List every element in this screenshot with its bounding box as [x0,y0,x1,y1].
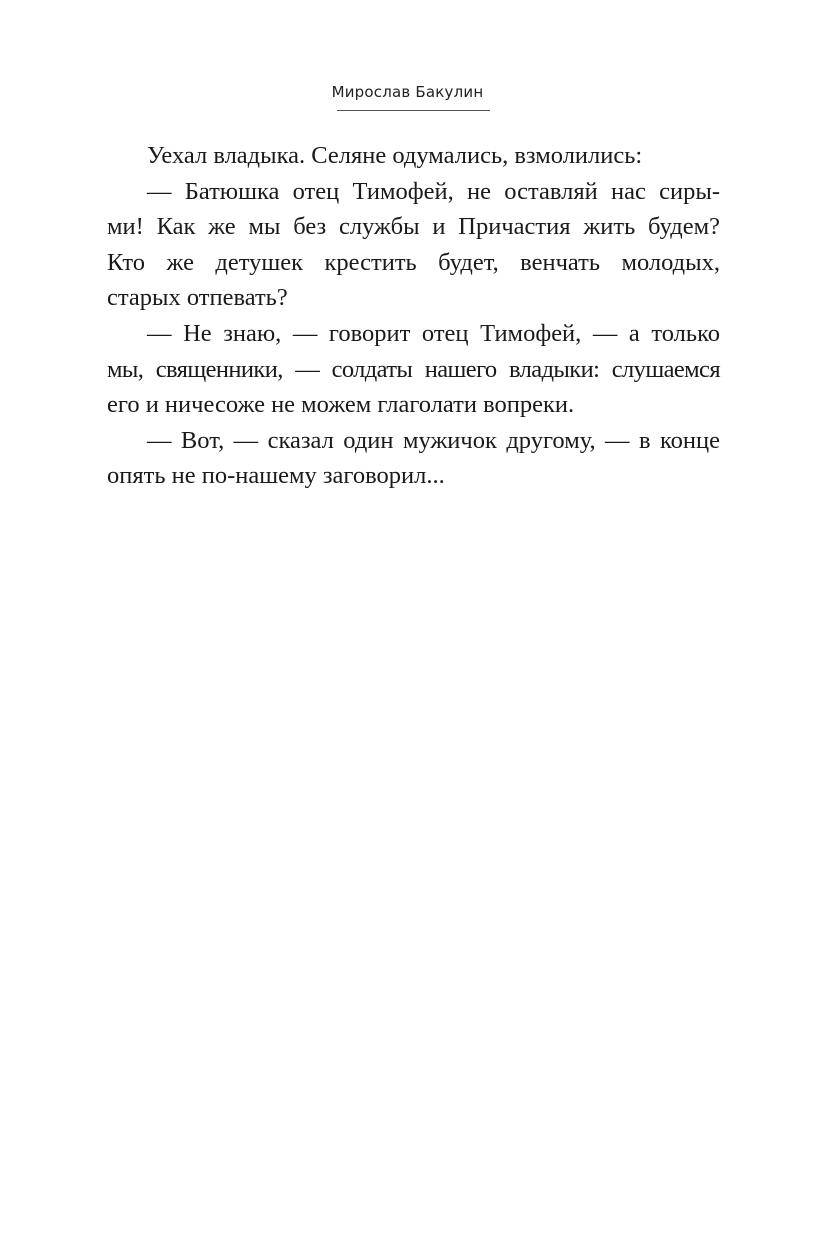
text-line: опять не по-нашему заговорил... [107,462,445,490]
text-line: ми! Как же мы без службы и Причастия жить будем? [107,213,720,241]
text-line: — Батюшка отец Тимофей, не оставляй нас сиры- [147,177,720,205]
text-line: старых отпевать? [107,284,288,312]
text-line: Кто же детушек крестить будет, венчать молодых, [107,248,720,276]
text-line: — Вот, — сказал один мужичок другому, — в конце [147,426,720,454]
text-line: Уехал владыка. Селяне одумались, взмолились: [147,142,643,169]
text-line: — Не знаю, — говорит отец Тимофей, — а только [147,319,720,347]
text-line: мы, священники, — солдаты нашего владыки: слушаемся [107,355,720,383]
page-body-text [107,138,720,494]
header-rule [337,110,490,111]
text-line: его и ничесоже не можем глаголати вопреки. [107,391,575,419]
running-header: Мирослав Бакулин [331,83,484,101]
